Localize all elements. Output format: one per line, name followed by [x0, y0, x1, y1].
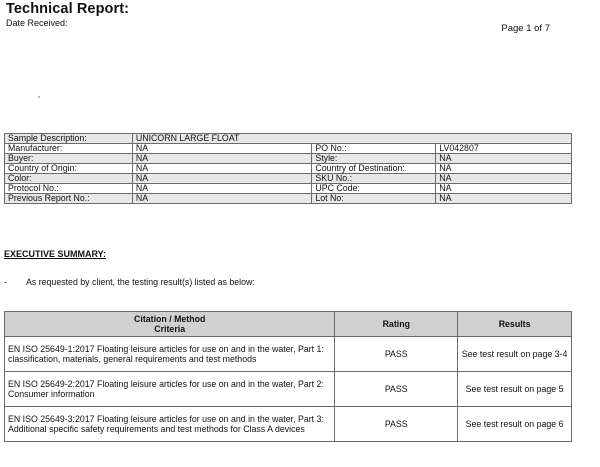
result-cell: See test result on page 5 — [458, 372, 572, 407]
info-value: NA — [132, 154, 311, 164]
info-value: NA — [436, 154, 572, 164]
header-rating: Rating — [335, 312, 458, 337]
stray-dot — [38, 96, 40, 98]
info-label: Country of Destination: — [312, 164, 436, 174]
results-header-row — [5, 312, 572, 337]
info-label: PO No.: — [312, 144, 436, 154]
info-label: Lot No: — [312, 194, 436, 204]
info-value: NA — [436, 174, 572, 184]
sample-description-label: Sample Description: — [5, 134, 133, 144]
sample-description-value: UNICORN LARGE FLOAT — [132, 134, 571, 144]
info-row-manufacturer — [5, 144, 572, 154]
sample-description-row — [5, 134, 572, 144]
info-label: Manufacturer: — [5, 144, 133, 154]
rating-cell: PASS — [335, 372, 458, 407]
criteria-cell: EN ISO 25649-1:2017 Floating leisure articles for use on and in the water, Part 1: classification, materials, general requirements and test methods — [5, 337, 335, 372]
info-label: Previous Report No.: — [5, 194, 133, 204]
info-value: NA — [132, 144, 311, 154]
info-label: Buyer: — [5, 154, 133, 164]
info-value: NA — [436, 194, 572, 204]
header-citation: Citation / Method — [134, 314, 206, 324]
rating-cell: PASS — [335, 407, 458, 442]
sample-info-table — [4, 133, 572, 204]
table-row — [5, 407, 572, 442]
info-row-color — [5, 174, 572, 184]
bullet-text: As requested by client, the testing result(s) listed as below: — [26, 277, 255, 287]
table-row — [5, 337, 572, 372]
rating-cell: PASS — [335, 337, 458, 372]
report-title: Technical Report: — [6, 1, 130, 17]
info-value: LV042807 — [436, 144, 572, 154]
result-cell: See test result on page 3-4 — [458, 337, 572, 372]
info-value: NA — [436, 184, 572, 194]
info-label: SKU No.: — [312, 174, 436, 184]
header-results: Results — [458, 312, 572, 337]
header-criteria: Criteria — [154, 324, 186, 334]
info-row-protocol — [5, 184, 572, 194]
info-value: NA — [132, 164, 311, 174]
page-indicator: Page 1 of 7 — [501, 23, 550, 34]
info-label: Color: — [5, 174, 133, 184]
info-label: Protocol No.: — [5, 184, 133, 194]
info-label: Style: — [312, 154, 436, 164]
info-row-previous-report — [5, 194, 572, 204]
info-label: UPC Code: — [312, 184, 436, 194]
info-label: Country of Origin: — [5, 164, 133, 174]
info-value: NA — [132, 174, 311, 184]
info-value: NA — [132, 194, 311, 204]
info-row-buyer — [5, 154, 572, 164]
executive-summary-bullet — [4, 277, 255, 287]
info-value: NA — [436, 164, 572, 174]
table-row — [5, 372, 572, 407]
bullet-dash: - — [4, 277, 7, 287]
info-value: NA — [132, 184, 311, 194]
criteria-cell: EN ISO 25649-3:2017 Floating leisure articles for use on and in the water, Part 3: Additional specific safety requirements and test methods for Class A devices — [5, 407, 335, 442]
criteria-cell: EN ISO 25649-2:2017 Floating leisure articles for use on and in the water, Part 2: Consumer information — [5, 372, 335, 407]
date-received-label: Date Received: — [6, 18, 68, 28]
result-cell: See test result on page 6 — [458, 407, 572, 442]
results-table — [4, 311, 572, 442]
info-row-country-of-origin — [5, 164, 572, 174]
executive-summary-heading: EXECUTIVE SUMMARY: — [4, 249, 107, 259]
header-citation-criteria — [5, 312, 335, 337]
